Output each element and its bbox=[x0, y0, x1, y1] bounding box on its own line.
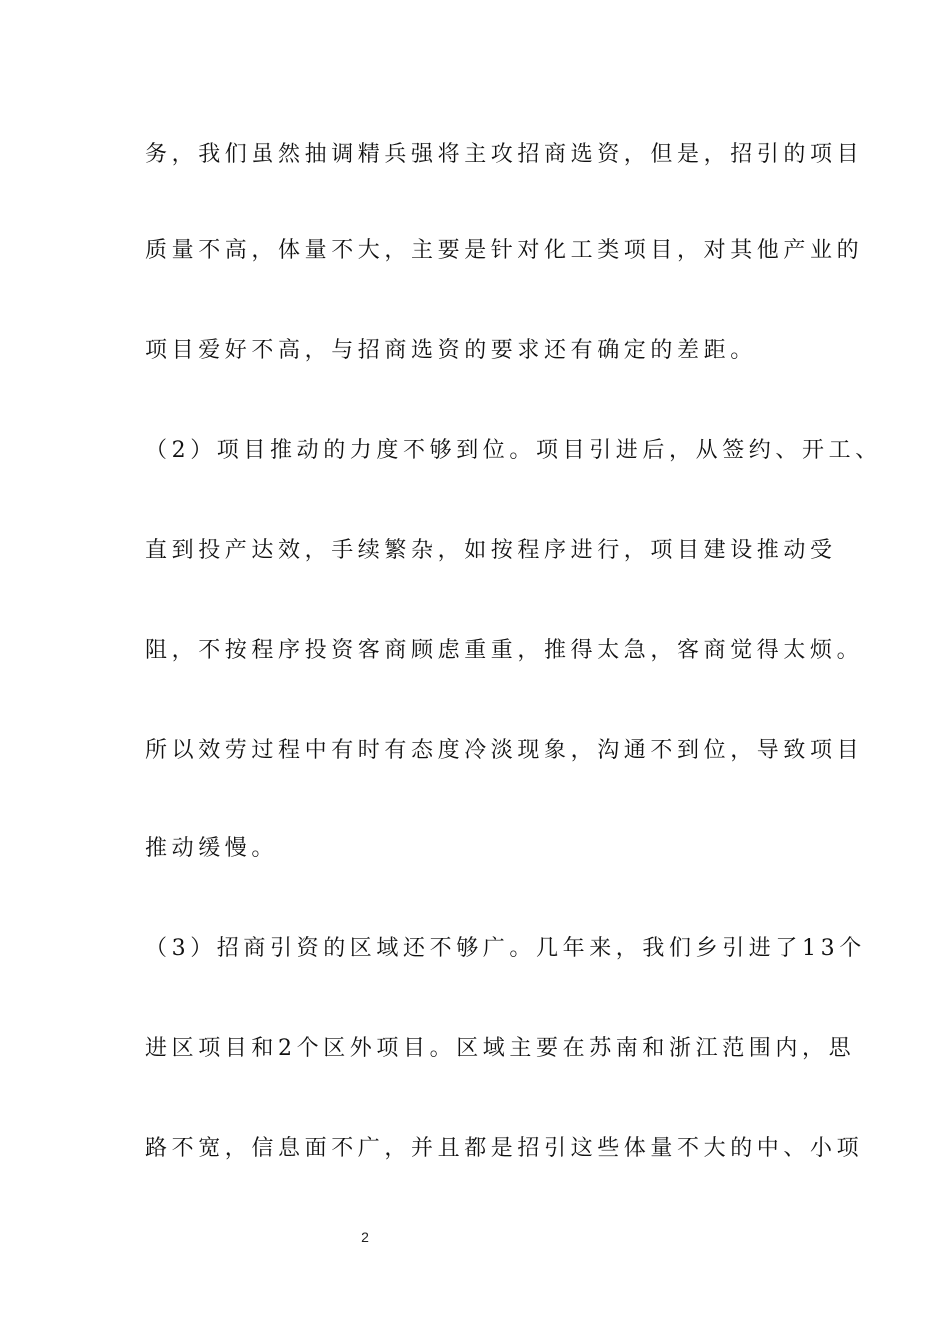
text-line: 直到投产达效，手续繁杂，如按程序进行，项目建设推动受 bbox=[145, 538, 837, 563]
text-line: （2）项目推动的力度不够到位。项目引进后，从签约、开工、 bbox=[145, 438, 882, 463]
page-number: 2 bbox=[361, 1229, 369, 1245]
text-line: 所以效劳过程中有时有态度冷淡现象，沟通不到位，导致项目 bbox=[145, 738, 864, 763]
text-line: 推动缓慢。 bbox=[145, 836, 279, 861]
text-line: 路不宽，信息面不广，并且都是招引这些体量不大的中、小项 bbox=[145, 1136, 864, 1161]
text-line: 项目爱好不高，与招商选资的要求还有确定的差距。 bbox=[145, 338, 757, 363]
text-line: 质量不高，体量不大，主要是针对化工类项目，对其他产业的 bbox=[145, 238, 864, 263]
text-line: 阻，不按程序投资客商顾虑重重，推得太急，客商觉得太烦。 bbox=[145, 638, 864, 663]
text-line: 进区项目和2个区外项目。区域主要在苏南和浙江范围内，思 bbox=[145, 1036, 856, 1061]
text-line: 务，我们虽然抽调精兵强将主攻招商选资，但是，招引的项目 bbox=[145, 142, 864, 167]
text-line: （3）招商引资的区域还不够广。几年来，我们乡引进了13个 bbox=[145, 936, 866, 961]
